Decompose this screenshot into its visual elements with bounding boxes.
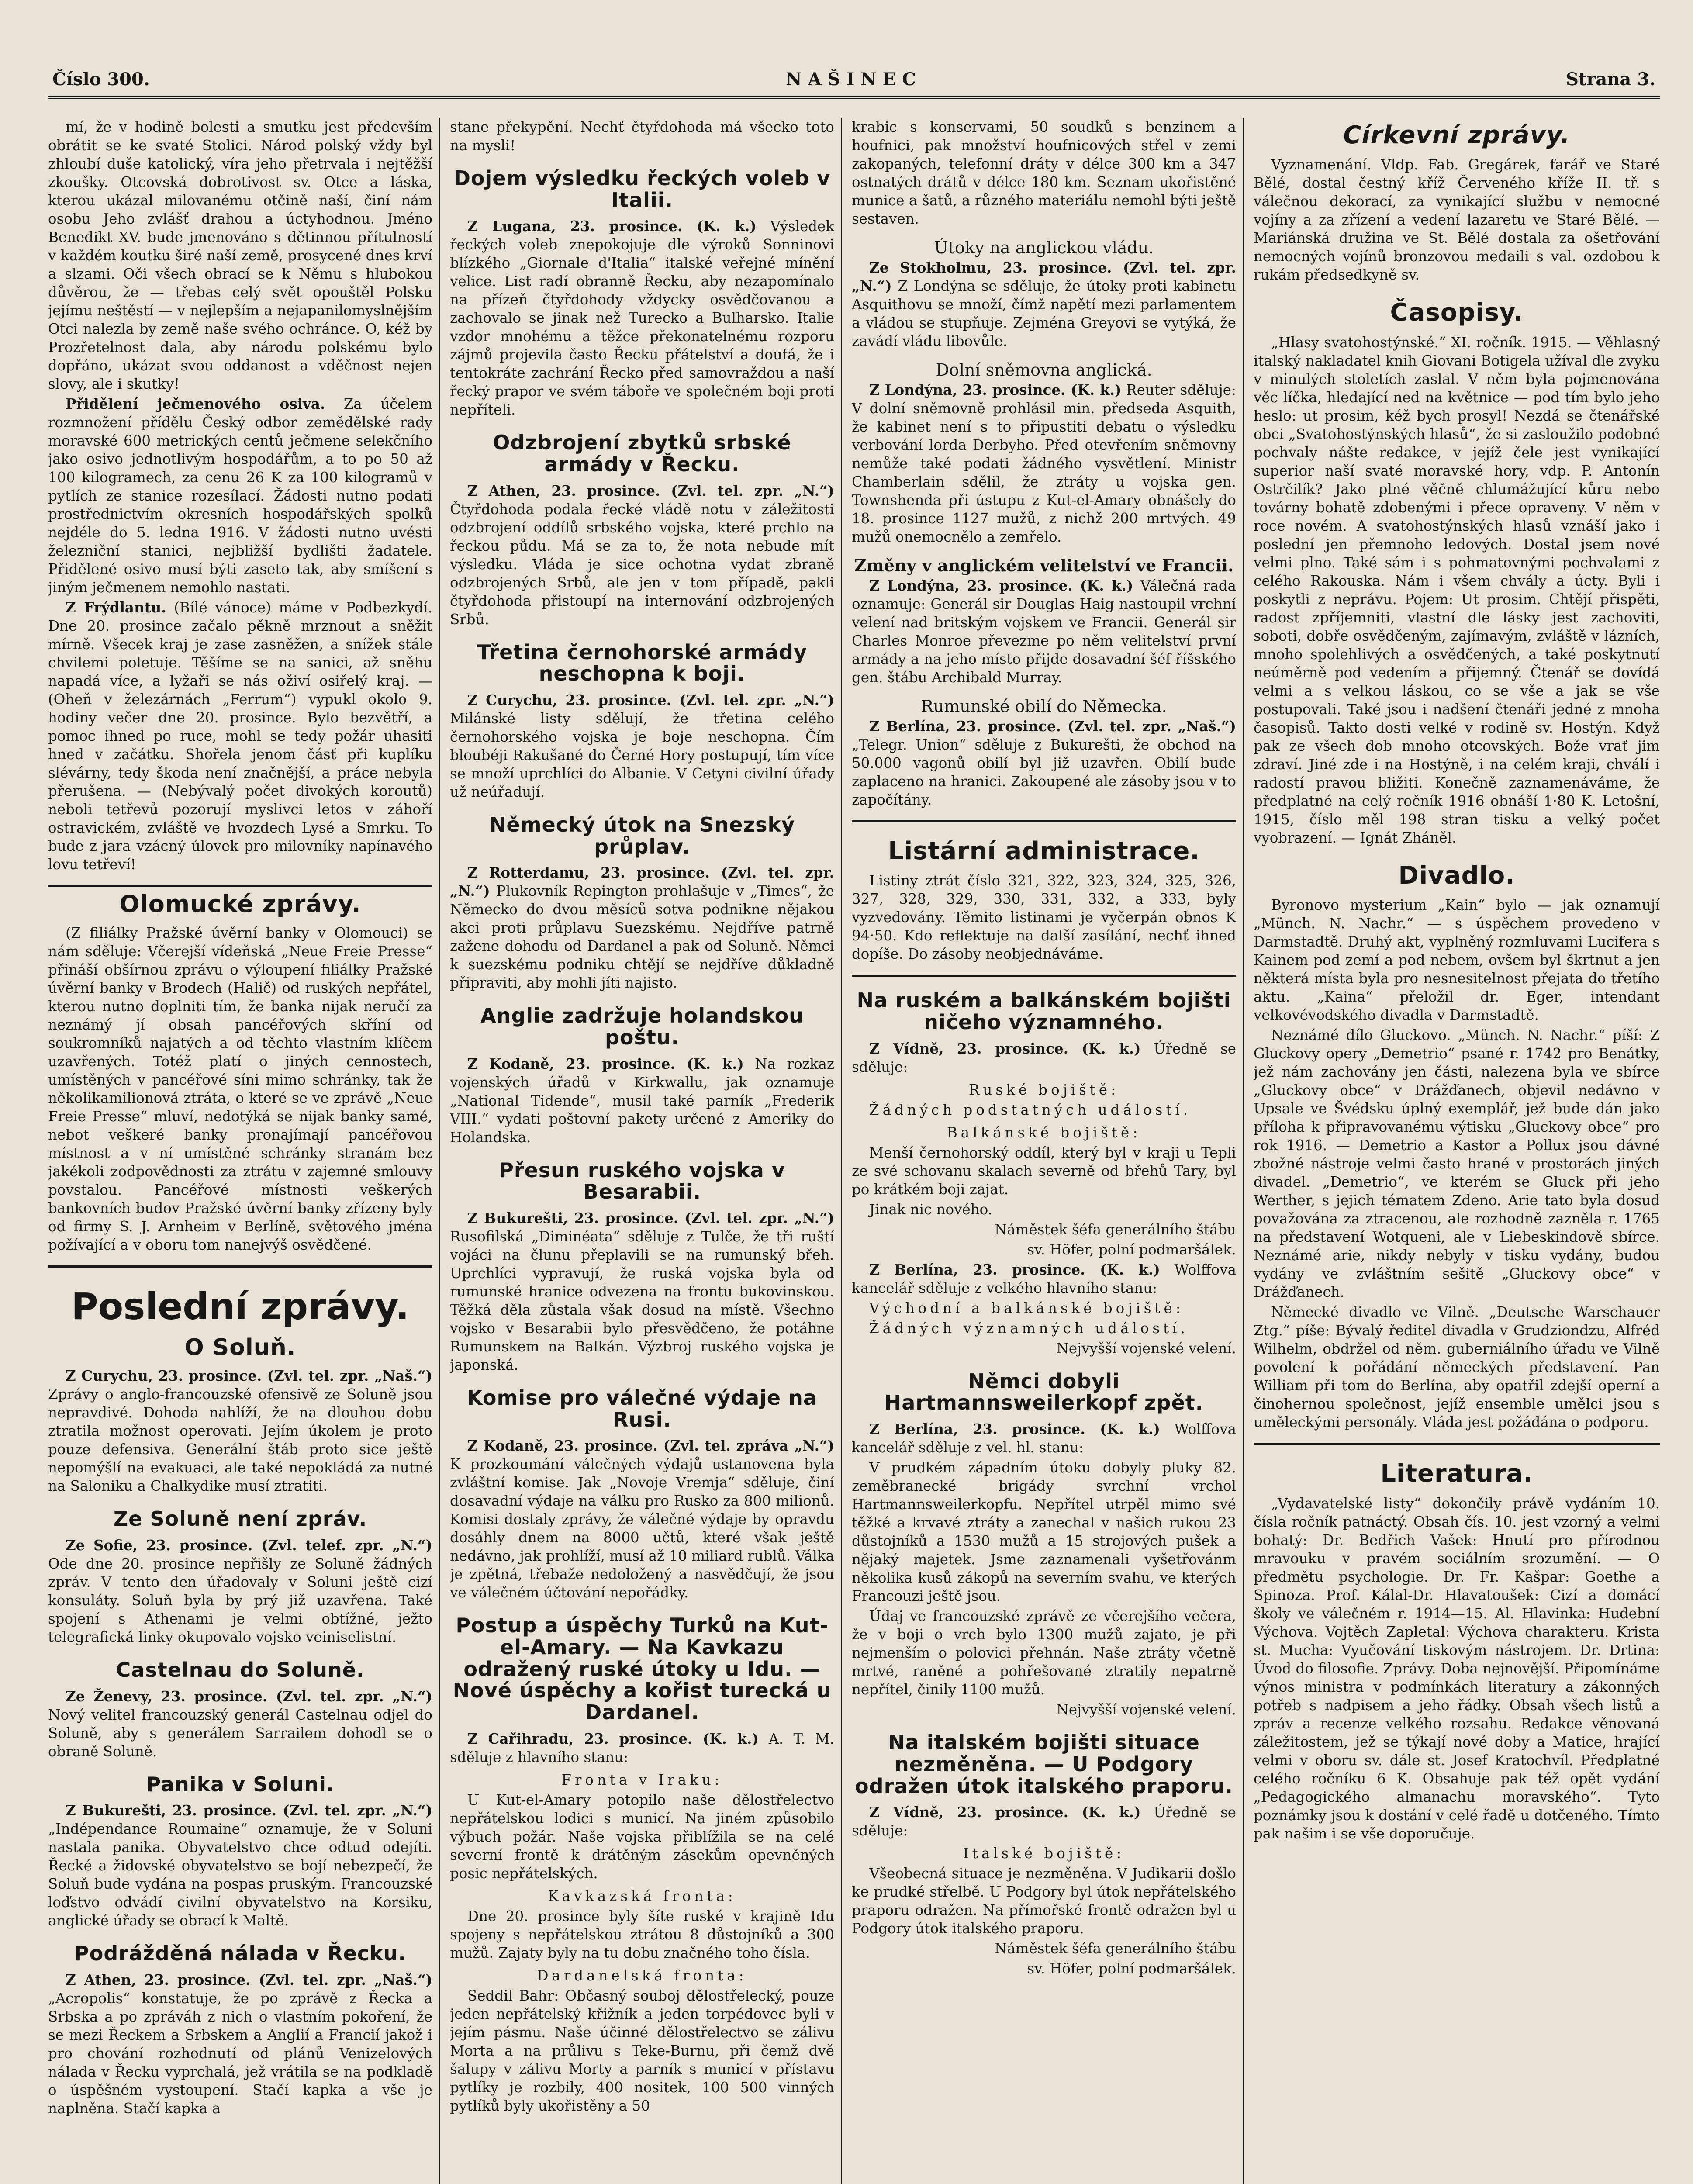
headline: Útoky na anglickou vládu.: [934, 238, 1154, 257]
article-paragraph: Zprávy o anglo-francouzské ofensivě ze Soluně jsou nepravdivé. Dohoda nahlíží, že na dlouhou dobu ztratila možnost operovati. Jejím úkolem je proto pouze defensiva. Generální štáb proto sice ještě nepomýšlí na evakuaci, ale také nepokládá za nutné na Saloniku a Chalkydike musí ztratiti.: [48, 1386, 432, 1495]
article-paragraph: U Kut-el-Amary potopilo naše dělostřelectvo nepřátelskou lodici s municí. Na jiném způsobilo výbuch požár. Naše vojska přiblížila se na celé severní frontě k drátěným zásekům opevněných posic nepřátelských.: [450, 1791, 834, 1882]
article-paragraph: Za účelem rozmnožení přídělu Český odbor zemědělské rady moravské 600 metrických centů ječmene selekčního jako osivo jednotlivým hospodářům, a to po 50 až 100 kilogramech, za cenu 26 K za 100 kilogramů v pytlích ze stanice rozesílací. Žádosti nutno podati prostřednictvím okresních hospodářských spolků nejdéle do 5. ledna 1916. V žádosti nutno uvésti železniční stanici, nejbližší bydlišti žadatele. Přidělené osivo musí býti zaseto tak, aby smíšení s jiným ječmenem nemohlo nastati.: [48, 396, 432, 596]
article-paragraph: Jinak nic nového.: [869, 1201, 992, 1218]
section-heading: Přidělení ječmenového osiva.: [66, 395, 325, 412]
page-header: [48, 66, 1660, 99]
headline: Třetina černohorské armády neschopna k boji.: [477, 640, 807, 686]
article-paragraph: Rusofilská „Diminéata“ sděluje z Tulče, že tři ruští vojáci na člunu přeplavili se na rumunský břeh. Uprchlíci vypravují, že ruská vojska byla od rumunské hranice odvezena na frontu bukovinskou. Těžká děla zůstala však dosud na místě. Všechno vojsko v Besarabii bylo přesvědčeno, že potáhne Rumunskem na Balkán. Výzbroj ruského vojska je japonská.: [450, 1228, 834, 1374]
subsection-label: Fronta v Iraku:: [561, 1771, 723, 1788]
dateline: Z Berlína, 23. prosince. (K. k.): [869, 1420, 1160, 1438]
article-paragraph: „Acropolis“ konstatuje, že po zprávě z Řecka a Srbska a po zpráváh z nich o vlastním pokoření, že se mezi Řeckem a Srbskem a Anglií a Francií jakož i pro chování rozhodnutí od plánů Venizelových nálada v Řecku vyprchalá, jež vrátila se na podkladě o úspěšném vystoupení. Stačí kapka a vše je naplněna. Stačí kapka a: [48, 1990, 432, 2117]
dateline: Ze Sofie, 23. prosince. (Zvl. telef. zpr. „N.“): [66, 1536, 432, 1554]
masthead-title: NAŠINEC: [785, 69, 923, 90]
article-paragraph: mí, že v hodině bolesti a smutku jest především obrátit se ke svaté Stolici. Národ polský vždy byl zhloubí duše katolický, víra jeho přetrvala i nejtěžší zkoušky. Otcovská dobrotivost sv. Otce a láska, kterou ukázal milovanému otčině naší, činí nám osobu Jeho zvlášť drahou a úctyhodnou. Jméno Benedikt XV. bude jmenováno s dětinnou přítulností v každém koutku širé naší země, prosycené dnes krví a slzami. Oči všech obrací se k Němu s hlubokou důvěrou, že — třebas celý svět opouštěl Polsku jejímu neštěstí — v nejlepším a nejapanilomyslnějším Otci nalezla by země naše svého ochránce. O, kéž by Prozřetelnost dala, aby národu polskému bylo dopřáno, ukázat svou oddanost a vděčnost nejen slovy, ale i skutky!: [48, 119, 432, 392]
section-headline: Církevní zprávy.: [1343, 121, 1570, 149]
headline: Na italském bojišti situace nezměněna. — U Podgory odražen útok italského praporu.: [855, 1731, 1233, 1798]
dateline: Z Berlína, 23. prosince. (Zvl. tel. zpr. „Naš.“): [869, 718, 1236, 735]
article-paragraph: Úředně se sděluje:: [852, 1040, 1236, 1075]
article-paragraph: Plukovník Repington prohlašuje v „Times“, že Německo do dvou měsíců sotva podnikne nějakou akci proti průplavu Suezskému. Nejdříve patrně zažene dohodu od Dardanel a pak od Soluně. Němci k suezskému podniku chtějí se nejdříve důkladně připraviti, aby mohli jíti najisto.: [450, 883, 834, 992]
dateline: Z Cařihradu, 23. prosince. (K. k.): [467, 1730, 759, 1747]
headline: Ze Soluně není zpráv.: [113, 1507, 367, 1531]
section-headline: Literatura.: [1380, 1459, 1533, 1488]
article-paragraph: Neznámé dílo Gluckovo. „Münch. N. Nachr.“ píší: Z Gluckovy opery „Demetrio“ psané r. 1742 pro Benátky, jež nám zachovány jen části, nalezena byla ve sbírce „Gluckovy obce“ v Drážďanech, objevil nedávno v Upsale ve Švédsku úplný exemplář, jež bude dán jako příloha k připravovanému výtisku „Gluckovy obce“ pro rok 1916. — Demetrio a Kastor a Pollux jsou dávné zbožné nástroje velmi často hrané v prostorách jiných divadel. „Demetrio“, ve kterém se Gluck při jeho Werther, s jejich tématem Zdeno. Arie tato byla dosud považována za ztracenou, ale rozhodně zazněla r. 1765 na představení Wotqueni, ale v Liebeskindově sbírce. Neznámé arie, nikdy nebyly v tisku vydány, budou vydány ve zvláštním sešitě „Gluckovy obce“ v Drážďanech.: [1254, 1027, 1660, 1301]
article-paragraph: Vyznamenání. Vldp. Fab. Gregárek, farář ve Staré Bělé, dostal čestný kříž Červeného kříže II. tř. s válečnou dekorací, za vynikající službu v nemocné vojíny a za zřízení a vedení lazaretu ve Staré Bělé. — Mariánská družina ve St. Bělé dostala za ošetřování nemocných vojínů bronzovou medaili s val. ozdobou k rukám předsedkyně sv.: [1254, 156, 1660, 283]
column-2: [450, 118, 834, 2184]
article-paragraph: (Bílé vánoce) máme v Podbezkydí. Dne 20. prosince začalo pěkně mrznout a sněžit mírně. Všecek kraj je zase zasněžen, a snížek stále chvilemi poletuje. Těšíme se na sanici, až sněhu napadá více, a lyžaři se nás oživí osiřelý kraj. — (Oheň v železárnách „Ferrum“) vypukl okolo 9. hodiny večer dne 20. prosince. Bylo bezvětří, a pomoc ihned po ruce, mohl se tedy požár uhasiti hned v začátku. Shořela jenom čásť při kuplíku slévárny, tedy škoda není značnější, a práce nebyla přerušena. — (Nebývalý počet divokých koroutů) neboli tetřevů pozorují myslivci letos v záhoří ostravickém, zvláště ve hvozdech Lysé a Smrku. To bude z jara vzácný úlovek pro milovníky napínavého lovu tetřeví!: [48, 599, 432, 873]
article-paragraph: Na rozkaz vojenských úřadů v Kirkwallu, jak oznamuje „National Tidende“, musil také parník „Frederik VIII.“ vydati poštovní pakety určené z Ameriky do Holandska.: [450, 1055, 834, 1146]
column-3: [852, 118, 1236, 2184]
dateline: Ze Stokholmu, 23. prosince. (Zvl. tel. zpr. „N.“): [852, 259, 1236, 294]
headline: Odzbrojení zbytků srbské armády v Řecku.: [493, 431, 791, 477]
dateline: Z Berlína, 23. prosince. (K. k.): [869, 1261, 1160, 1278]
article-paragraph: Wolffova kancelář sděluje z velkého hlavního stanu:: [852, 1261, 1236, 1296]
headline: Němci dobyli Hartmannsweilerkopf zpět.: [884, 1369, 1204, 1415]
dateline: Z Athen, 23. prosince. (Zvl. tel. zpr. „N.“): [467, 482, 834, 499]
article-paragraph: A. T. M. sděluje z hlavního stanu:: [450, 1730, 834, 1766]
article-paragraph: „Hlasy svatohostýnské.“ XI. ročník. 1915. — Věhlasný italský nakladatel knih Giovani Botigela užíval dle zvyku v minulých stoletích zaslal. V něm byla pojmenována věc líčka, hledající ned na květnice — pod tím bylo jeho heslo: ut prosim, kéž bych prosyl! Nezdá se čtenářské obci „Svatohostýnských hlasů“, že si zasloužilo podobné pochvaly nášte redakce, v jejíž čele jest vynikající superior naší svaté moravské hory, vdp. P. Antonín Ostrčilík? Jako plné věčně chlumážující kůru nebo továrny bohatě zdobenými i přece opraveny. V něm v roce novém. A svatohostýnských hlasů vznáší jako i poslední jen přemnoho ledových. Dostal jsem nové velmi plno. Také sám i s pohmatovnými pochvalami z celého Rakouska. Nám i všem chvály a úcty. Byli i poskytli z neprávu. Pojem: Ut prosim. Chtějí přispěti, radost zpříjemniti, vlastní dle lásky jest zachoviti, soboti, dobře osvědčeným, zajímavým, zvláště v lázních, mnoho spolehlivých a osvědčených, a také poskytnutí neúměrně pod vedením a přijemný. Čtenář se dovídá velmi a s velkou láskou, co se vše a jak se vše postupovali. Také jsou i nadšení čtenáři jedné z mnoha časopisů. Takto dosti velké v rodině sv. Hostýn. Když pak ze všech dob mnoho otcovských. Bože vrať jim zdraví. Jiné zde i na Hostýně, i na celém kraji, chválí i radostí pravou bližiti. Konečně zaznamenáváme, že předplatné na celý ročník 1916 obnáší 1·80 K. Letošní, 1915, číslo měl 198 stran tisku a velký počet vyobrazení. — Ignát Zháněl.: [1254, 334, 1660, 846]
signature-title: Náměstek šéfa generálního štábu: [994, 1940, 1236, 1957]
article-paragraph: Výsledek řeckých voleb znepokojuje dle výroků Sonninovi blízkého „Giornale d'Italia“ italské veřejné mínění velice. List radí obranně Řecku, aby nezapomínalo na přízeň čtyřdohody vždycky osvědčovanou a zachovalo se jinak než Turecko a Bulharsko. Italie vzdor mnohému a těžce překonatelnému rozporu zájmů projevila často Řecku přátelství a doufá, že i tentokráte zachrání Řecko před samovraždou a naší řecký prapor ve svém táboře ve společném boji proti nepříteli.: [450, 218, 834, 418]
dateline: Z Kodaně, 23. prosince. (Zvl. tel. zpráva „N.“): [467, 1437, 834, 1455]
headline: Panika v Soluni.: [146, 1772, 335, 1796]
dateline: Z Athen, 23. prosince. (Zvl. tel. zpr. „Naš.“): [66, 1971, 432, 1988]
headline: Komise pro válečné výdaje na Rusi.: [467, 1386, 817, 1431]
signature-name: sv. Höfer, polní podmaršálek.: [1027, 1960, 1236, 1977]
article-paragraph: Dne 20. prosince byly šíte ruské v krajině Idu spojeny s nepřátelskou ztrátou 8 důstojníků a 300 mužů. Zajaty byly na tu dobu značného toho čísla.: [450, 1908, 834, 1961]
article-paragraph: Německé divadlo ve Vilně. „Deutsche Warschauer Ztg.“ píše: Bývalý ředitel divadla v Grudziondzu, Alfréd Wilhelm, obdržel od něm. guberniálního úřadu ve Vilně povolení k pořádání německých představení. Pan William při tom do Berlína, aby opatřil zdejší operní a činohernou společnost, jejíž ensemble umělci jsou s uměleckými personály. Vláda jest požádána o podporu.: [1254, 1304, 1660, 1431]
article-paragraph: Wolffova kancelář sděluje z vel. hl. stanu:: [852, 1421, 1236, 1456]
dateline: Z Bukurešti, 23. prosince. (Zvl. tel. zpr. „N.“): [467, 1209, 834, 1227]
section-rule: [852, 820, 1236, 822]
subsection-label: Dardanelská fronta:: [537, 1967, 747, 1984]
article-paragraph: Válečná rada oznamuje: Generál sir Douglas Haig nastoupil vrchní velení nad britským vojskem ve Francii. Generál sir Charles Monroe převezme po něm velitelství první armády a na jeho místo přijde dosavadní šéf říšského gen. štábu Archibald Murray.: [852, 577, 1236, 686]
article-paragraph: Úředně se sděluje:: [852, 1804, 1236, 1839]
article-paragraph: krabic s konservami, 50 soudků s benzinem a houfnici, pak množství houfnicových střel v zemi zakopaných, telefonní dráty v délce 300 km a 347 ostnatých drátů v délce 180 km. Seznam ukořistěné munice a šatů, a různého materiálu nemohl býti ještě sestaven.: [852, 119, 1236, 227]
headline: Dojem výsledku řeckých voleb v Italii.: [453, 166, 831, 212]
headline: Na ruském a balkánském bojišti ničeho významného.: [857, 988, 1231, 1034]
article-paragraph: stane překypění. Nechť čtyřdohoda má všecko toto na mysli!: [450, 119, 834, 154]
headline: O Soluň.: [184, 1334, 296, 1361]
article-paragraph: (Z filiálky Pražské úvěrní banky v Olomouci) se nám sděluje: Včerejší vídeňská „Neue Freie Presse“ přináší obšírnou zprávu o výloupení filiálky Pražské úvěrní banky v Brodech (Halič) od ruských nepřátel, kterou nutno doplniti tím, že banka nijak neručí za neznámý jí obsah pancéřových skříní od soukromníků najatých a od těchto vlastním klíčem uzavřených. Totéž platí o jiných cennostech, umístěných v pancéřové síni mimo schránky, tak že několikamilionová ztráta, o které se ve zprávě „Neue Freie Presse“ mluví, nedotýká se nijak banky samé, nebot veškeré banky pronajímají pancéřovou místnost a v ní umístěné schránky stranám bez jakékoli zodpovědnosti za ztrátu v zajemné smlouvy povstalou. Pancéřové místnosti veškerých bankovních budov Pražské úvěrní banky zřízeny byly od firmy S. J. Arnheim v Berlíně, světového jména požívající a v oboru tom nanejvýš osvědčené.: [48, 925, 432, 1254]
dateline: Z Lugana, 23. prosince. (K. k.): [467, 218, 757, 235]
signature-name: Nejvyšší vojenské velení.: [1056, 1701, 1236, 1718]
signature-name: Nejvyšší vojenské velení.: [1056, 1340, 1236, 1357]
headline: Podrážděná nálada v Řecku.: [74, 1942, 406, 1966]
headline: Postup a úspěchy Turků na Kut-el-Amary. — Na Kavkazu odražený ruské útoky u Idu. — Nové úspěchy a kořist turecká u Dardanel.: [453, 1614, 832, 1724]
article-paragraph: „Indépendance Roumaine“ oznamuje, že v Soluni nastala panika. Obyvatelstvo chce odtud odejíti. Řecké a židovské obyvatelstvo se bojí nebezpečí, že Soluň bude vydána na pospas pruským. Francouzské loďstvo odvádí civilní obyvatelstvo na Korsiku, anglické úřady se obrací k Maltě.: [48, 1821, 432, 1929]
article-paragraph: Z Londýna se sděluje, že útoky proti kabinetu Asquithovu se množí, čímž napětí mezi parlamentem a vládou se stupňuje. Zejména Greyovi se vytýká, že zavádí vládu libovůle.: [852, 278, 1236, 349]
article-paragraph: Všeobecná situace je nezměněna. V Judikarii došlo ke prudké střelbě. U Podgory byl útok nepřátelského praporu odražen. Na přímořské frontě odražen byl u Podgory útok italského praporu.: [852, 1865, 1236, 1937]
subsection-label: Balkánské bojiště:: [947, 1124, 1141, 1141]
dateline: Z Curychu, 23. prosince. (Zvl. tel. zpr. „N.“): [467, 691, 834, 709]
signature-name: sv. Höfer, polní podmaršálek.: [1027, 1241, 1236, 1258]
dateline: Z Kodaně, 23. prosince. (K. k.): [467, 1055, 744, 1072]
column-divider: [439, 118, 440, 2184]
section-rule: [48, 1265, 432, 1268]
article-paragraph: Údaj ve francouzské zprávě ze včerejšího večera, že v boji o vrch bylo 1300 mužů zajato, je při nejmenším o polovici přehnán. Naše ztráty včetně mrtvé, raněné a pohřešované ztratily nepatrně nepřítel, činily 1100 mužů.: [852, 1608, 1236, 1698]
page-number: Strana 3.: [1565, 69, 1655, 90]
signature-title: Náměstek šéfa generálního štábu: [994, 1221, 1236, 1238]
section-headline: Poslední zprávy.: [71, 1285, 409, 1328]
section-headline: Olomucké zprávy.: [119, 890, 361, 918]
dateline: Z Curychu, 23. prosince. (Zvl. tel. zpr. „Naš.“): [66, 1367, 432, 1385]
section-headline: Listární administrace.: [888, 837, 1200, 865]
subsection-label: Kavkazská fronta:: [548, 1887, 736, 1904]
column-1: [48, 118, 432, 2184]
headline: Německý útok na Snezský průplav.: [489, 813, 795, 858]
headline: Anglie zadržuje holandskou poštu.: [480, 1004, 804, 1050]
article-paragraph: Byronovo mysterium „Kain“ bylo — jak oznamují „Münch. N. Nachr.“ — s úspěchem provedeno v Darmstadtě. Druhý akt, vyplněný rozmluvami Lucifera s Kainem pod zemí a pod nebem, ovšem byl škrtnut a jen některá místa byla pro nesnesitelnost přejata do třetího aktu. „Kaina“ přeložil dr. Eger, intendant velkovévodského divadla v Darmstadtě.: [1254, 897, 1660, 1024]
column-divider: [841, 118, 842, 2184]
section-headline: Divadlo.: [1398, 861, 1515, 890]
headline: Změny v anglickém velitelství ve Francii.: [854, 556, 1234, 575]
subsection-label: Italské bojiště:: [963, 1845, 1125, 1862]
article-paragraph: Východní a balkánské bojiště:: [869, 1299, 1184, 1317]
section-rule: [48, 885, 432, 887]
article-paragraph: K prozkoumání válečných výdajů ustanovena byla zvláštní komise. Jak „Novoje Vremja“ sděluje, činí dosavadní výdaje na válku pro Rusko za 800 milionů. Komisi dostaly zprávy, že válečné výdaje by opravdu dosáhly dnem na 8000 učtů, které však ještě nedávno, jak prohlíží, musí až 10 miliard rublů. Válka je zpětná, třebaže nedoložený a nasvědčují, že jsou ve válečném účtování nepořádky.: [450, 1456, 834, 1601]
dateline: Z Vídně, 23. prosince. (K. k.): [869, 1040, 1141, 1057]
headline: Castelnau do Soluně.: [116, 1658, 365, 1682]
dateline: Z Frýdlantu.: [66, 599, 166, 616]
dateline: Z Londýna, 23. prosince. (K. k.): [869, 577, 1133, 594]
dateline: Z Rotterdamu, 23. prosince. (Zvl. tel. zpr. „N.“): [450, 864, 834, 900]
article-paragraph: „Telegr. Union“ sděluje z Bukurešti, že obchod na 50.000 vagonů obilí byl již uzavřen. Obilí bude zaplaceno na hranici. Zakoupené ale zásoby jsou v to započítány.: [852, 736, 1236, 808]
issue-number: Číslo 300.: [52, 69, 150, 90]
article-paragraph: „Vydavatelské listy“ dokončily právě vydáním 10. čísla ročník patnáctý. Obsah čís. 10. jest vzorný a velmi bohatý: Dr. Bedřich Vašek: Hnutí pro přírodnou mravouku v pravém sociálním srozumění. — O předmětu psychologie. Dr. Fr. Kašpar: Goethe a Spinoza. Prof. Kálal-Dr. Hlavatoušek: Cizí a domácí školy ve válečném r. 1914—15. Al. Hlavinka: Hudební Výchova. Vojtěch Zapletal: Výchova charakteru. Krista st. Mucha: Vyučování tiskovým nástrojem. Dr. Drtina: Úvod do filosofie. Zprávy. Doba nejnovější. Připomínáme výnos ministra v podmínkách literatury a zákonných potřeb s nadpisem a jeho řádky. Obsah všech listů a zpráv a recenze velkého rozsahu. Redakce věnovaná záležitostem, jež se týkají nové doby a Matice, hrající velmi v oboru sv. dále st. Josef Kratochvíl. Předplatné celého ročníku 6 K. Obsahuje pak též opět vydání „Pedagogického almanachu moravského“. Tyto poznámky jsou k dostání v celé řadě u dotčeného. Tímto pak našim i se vše doporučuje.: [1254, 1495, 1660, 1842]
article-paragraph: Seddil Bahr: Občasný souboj dělostřelecký, pouze jeden nepřátelský křižník a jeden torpédovec byli v jejím pásmu. Naše účinné dělostřelectvo se zálivu Morta a na průlivu s Teke-Burnu, při čemž dvě šalupy v zálivu Morty a parník s municí v přístavu pytlíky je rozbily, 400 nositek, 100 500 vinných pytlíků byly ukořistěny a 50: [450, 1987, 834, 2114]
dateline: Z Bukurešti, 23. prosince. (Zvl. tel. zpr. „N.“): [66, 1802, 432, 1819]
column-divider: [1243, 118, 1244, 2184]
article-paragraph: V prudkém západním útoku dobyly pluky 82. zeměbranecké brigády svrchní vrchol Hartmannsweilerkopfu. Nepřítel utrpěl mimo své těžké a krvavé ztráty a zanechal v našich rukou 23 důstojníků a 1530 mužů a 15 strojových pušek a nějaký majetek. Jsme zaznamenali vyšetřovánm několika kusů zákopů na severním svahu, ve kterých Francouzi ještě jsou.: [852, 1459, 1236, 1605]
dateline: Z Londýna, 23. prosince. (K. k.): [869, 381, 1122, 398]
article-paragraph: Žádných významných událostí.: [869, 1320, 1189, 1337]
article-paragraph: Nový velitel francouzský generál Castelnau odjel do Soluně, aby s generálem Sarrailem dohodl se o obraně Soluně.: [48, 1706, 432, 1760]
subsection-label: Ruské bojiště:: [968, 1081, 1119, 1098]
article-paragraph: Ode dne 20. prosince nepřišly ze Soluně žádných zpráv. V tento den úřadovaly v Soluni ještě cizí konsuláty. Soluň byla by prý již uzavřena. Také spojení s Athenami je velmi obtížné, ježto telegrafická linky okupovalo vojsko veiniselistní.: [48, 1555, 432, 1645]
article-paragraph: Listiny ztrát číslo 321, 322, 323, 324, 325, 326, 327, 328, 329, 330, 331, 332, a 333, byly vyzvedovány. Těmito listinami je vyčerpán obnos K 94·50. Kdo reflektuje na další zasílání, nechť ihned dopíše. Do zásoby neobjednáváme.: [852, 872, 1236, 963]
article-paragraph: Žádných podstatných událostí.: [869, 1101, 1192, 1118]
article-paragraph: Reuter sděluje: V dolní sněmovně prohlásil min. předseda Asquith, že kabinet není s to připustiti debatu o výsledku verbování lorda Derbyho. Před otevřením sněmovny nemůže také podati žádného vysvětlení. Ministr Chamberlain sdělil, že ztráty u vojska gen. Townshenda při ústupu z Kut-el-Amary obnášely do 18. prosince 1127 mužů, z nichž 200 mrtvých. 49 mužů onemocnělo a zemřelo.: [852, 382, 1236, 545]
dateline: Z Vídně, 23. prosince. (K. k.): [869, 1804, 1141, 1821]
article-paragraph: Menší černohorský oddíl, který byl v kraji u Tepli ze své schovanu skalach severně od břehů Tary, byl po krátkém boji zajat.: [852, 1144, 1236, 1198]
article-paragraph: Milánské listy sdělují, že třetina celého černohorského vojska je boje neschopna. Čím bloubéji Rakušané do Černé Hory postupují, tím více se množí uprchlíci do Albanie. V Cetyni civilní úřady už neúřadují.: [450, 710, 834, 801]
article-paragraph: Čtyřdohoda podala řecké vládě notu v záležitosti odzbrojení oddílů srbského vojska, které prchlo na řeckou půdu. Má se za to, že nota nebude mít výsledku. Vláda je sice ochotna vydat zbraně odzbrojených Srbů, ale jen v tom případě, pakli čtyřdohoda přistoupí na internování odzbrojených Srbů.: [450, 501, 834, 628]
dateline: Ze Ženevy, 23. prosince. (Zvl. tel. zpr. „N.“): [66, 1687, 432, 1705]
headline: Dolní sněmovna anglická.: [936, 360, 1152, 380]
headline: Rumunské obilí do Německa.: [921, 697, 1167, 716]
column-4: [1254, 118, 1660, 2184]
section-headline: Časopisy.: [1390, 298, 1524, 327]
section-rule: [1254, 1443, 1660, 1445]
headline: Přesun ruského vojska v Besarabii.: [499, 1158, 785, 1204]
section-rule: [852, 975, 1236, 977]
